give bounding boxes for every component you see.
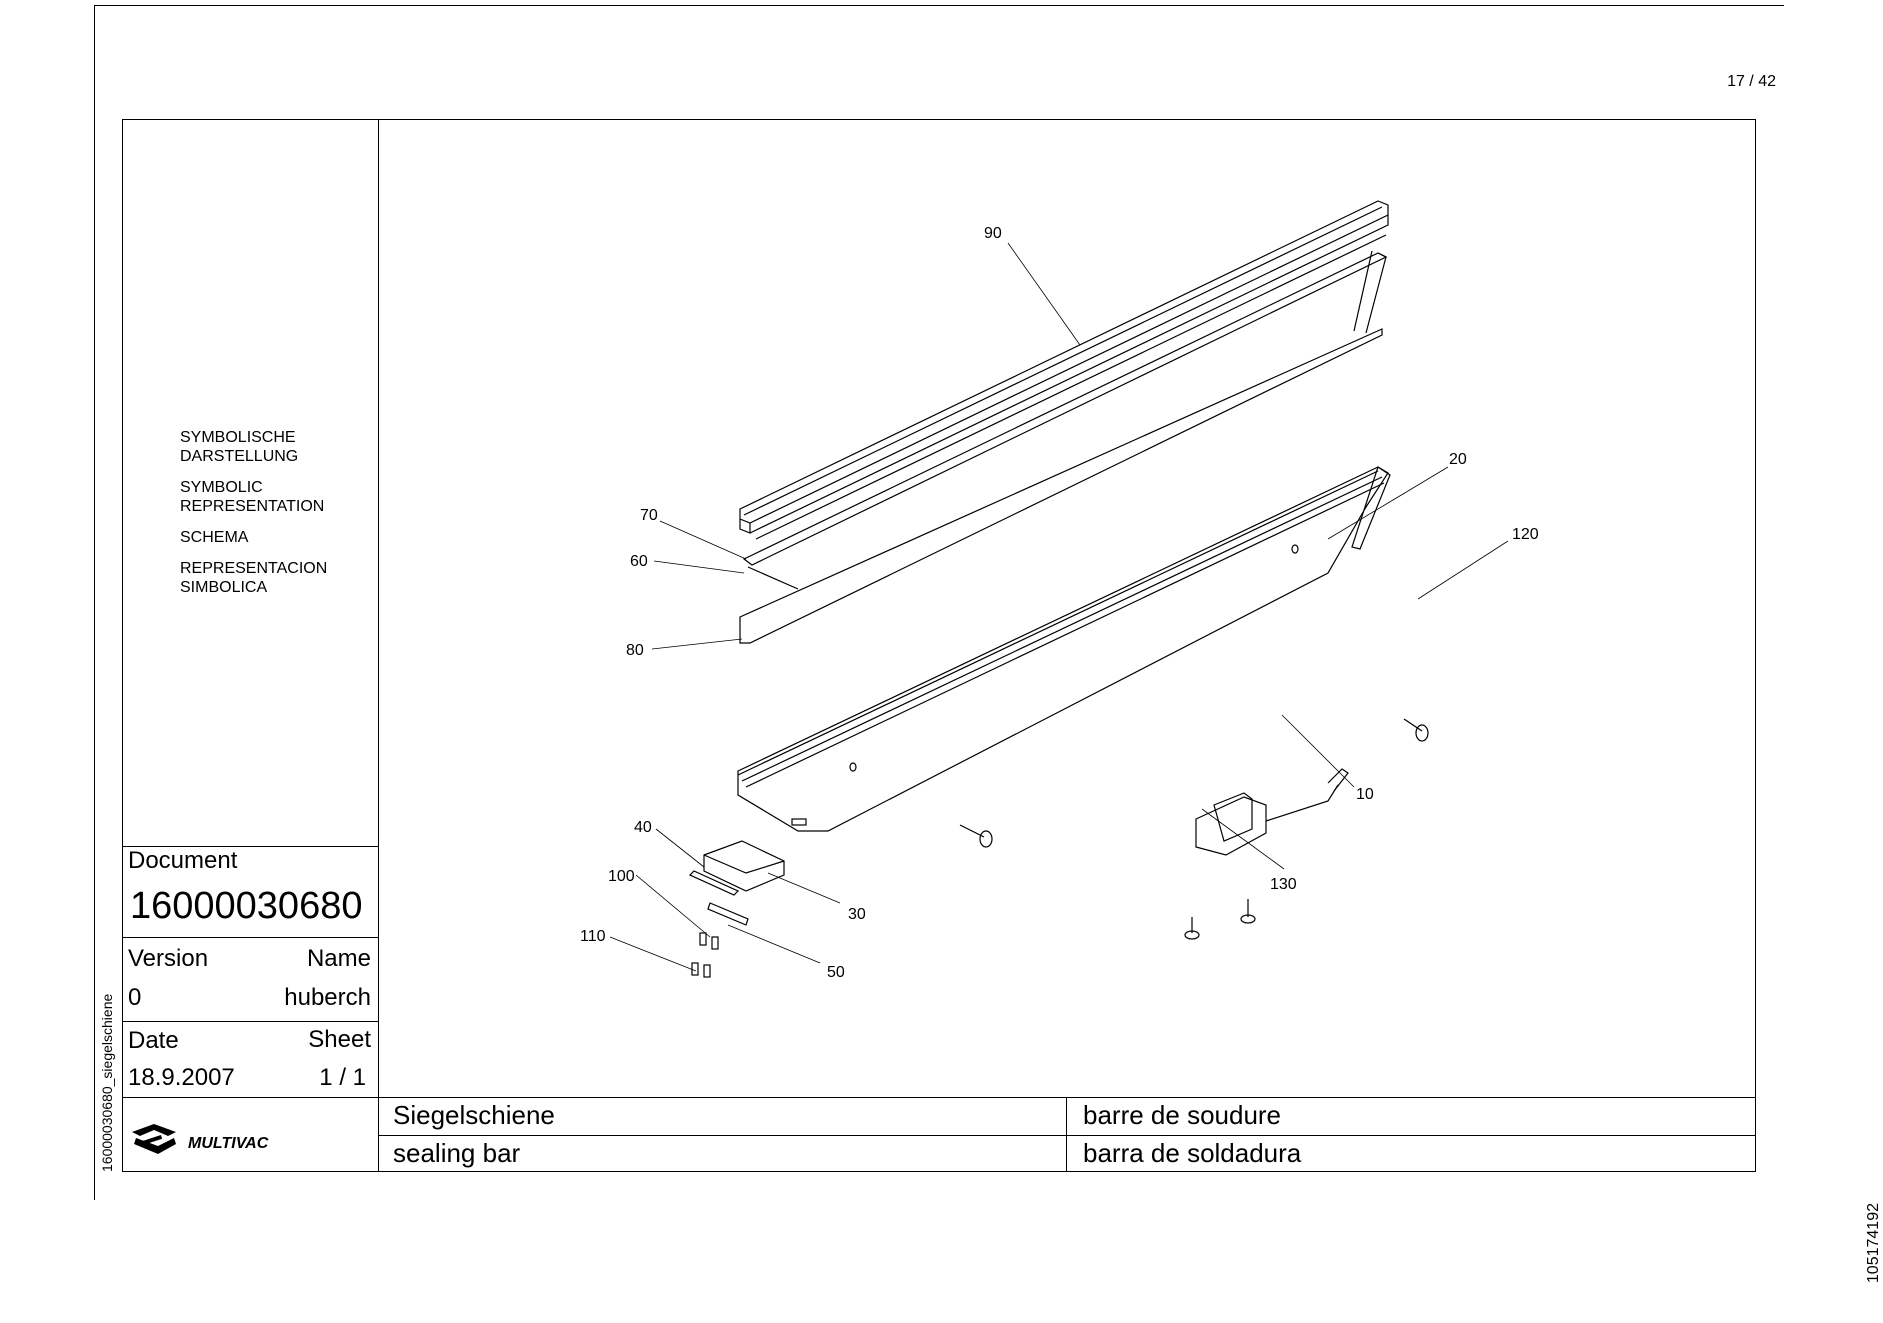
title-block-line [122, 1021, 378, 1022]
leader-lines [610, 243, 1508, 971]
description-es: barra de soldadura [1083, 1138, 1302, 1168]
part-40-clip [690, 871, 738, 895]
description-de: Siegelschiene [393, 1100, 555, 1130]
callout-20: 20 [1449, 451, 1467, 468]
callout-80: 80 [626, 642, 644, 659]
logo-text: MULTIVAC [188, 1135, 269, 1152]
part-10-connector [1196, 769, 1348, 855]
callout-120: 120 [1512, 526, 1539, 543]
title-block-line [122, 937, 378, 938]
date-label: Date [128, 1027, 179, 1054]
legend-it: SCHEMA [180, 529, 249, 546]
document-label: Document [128, 847, 238, 874]
callouts [580, 225, 1539, 981]
part-30-cover [704, 841, 784, 891]
part-80-strip [740, 329, 1382, 643]
callout-110: 110 [580, 928, 606, 945]
file-label: 16000030680_siegelschiene [99, 993, 115, 1172]
callout-90: 90 [984, 225, 1002, 242]
callout-130: 130 [1270, 876, 1297, 893]
name-value: huberch [284, 984, 371, 1011]
page-frame-left [94, 5, 95, 1200]
version-value: 0 [128, 984, 142, 1011]
bottom-strip-separator [1066, 1097, 1067, 1172]
part-70-seal [744, 251, 1386, 589]
legend [180, 428, 327, 609]
part-20-profile [738, 467, 1390, 831]
callout-60: 60 [630, 553, 648, 570]
version-label: Version [128, 945, 209, 972]
callout-50: 50 [827, 964, 845, 981]
date-value: 18.9.2007 [128, 1064, 235, 1091]
bottom-strip-line [122, 1097, 1756, 1098]
legend-es: REPRESENTACION SIMBOLICA [180, 560, 328, 596]
callout-10: 10 [1356, 786, 1374, 803]
multivac-logo-icon [128, 1112, 374, 1158]
legend-en: SYMBOLIC REPRESENTATION [180, 479, 325, 515]
exploded-drawing [378, 119, 1756, 1097]
callout-100: 100 [608, 868, 635, 885]
part-100-screws [700, 933, 718, 949]
callout-30: 30 [848, 906, 866, 923]
name-label: Name [306, 945, 371, 972]
callout-70: 70 [640, 507, 658, 524]
description-en: sealing bar [393, 1138, 521, 1168]
loose-screw [960, 825, 992, 847]
part-120-screw [1404, 719, 1428, 741]
part-50-pin [708, 903, 748, 925]
legend-de: SYMBOLISCHE DARSTELLUNG [180, 429, 299, 465]
part-110-screws [692, 963, 710, 977]
sheet-label: Sheet [308, 1026, 371, 1053]
callout-40: 40 [634, 819, 652, 836]
page-frame-top [94, 5, 1784, 6]
description-fr: barre de soudure [1083, 1100, 1282, 1130]
part-130-screws [1185, 899, 1255, 939]
document-number: 16000030680 [130, 885, 363, 927]
bottom-strip-line [378, 1135, 1756, 1136]
side-document-code: 105174192 [1865, 1203, 1882, 1284]
page-number: 17 / 42 [1727, 73, 1776, 90]
sheet-value: 1 / 1 [319, 1064, 366, 1091]
